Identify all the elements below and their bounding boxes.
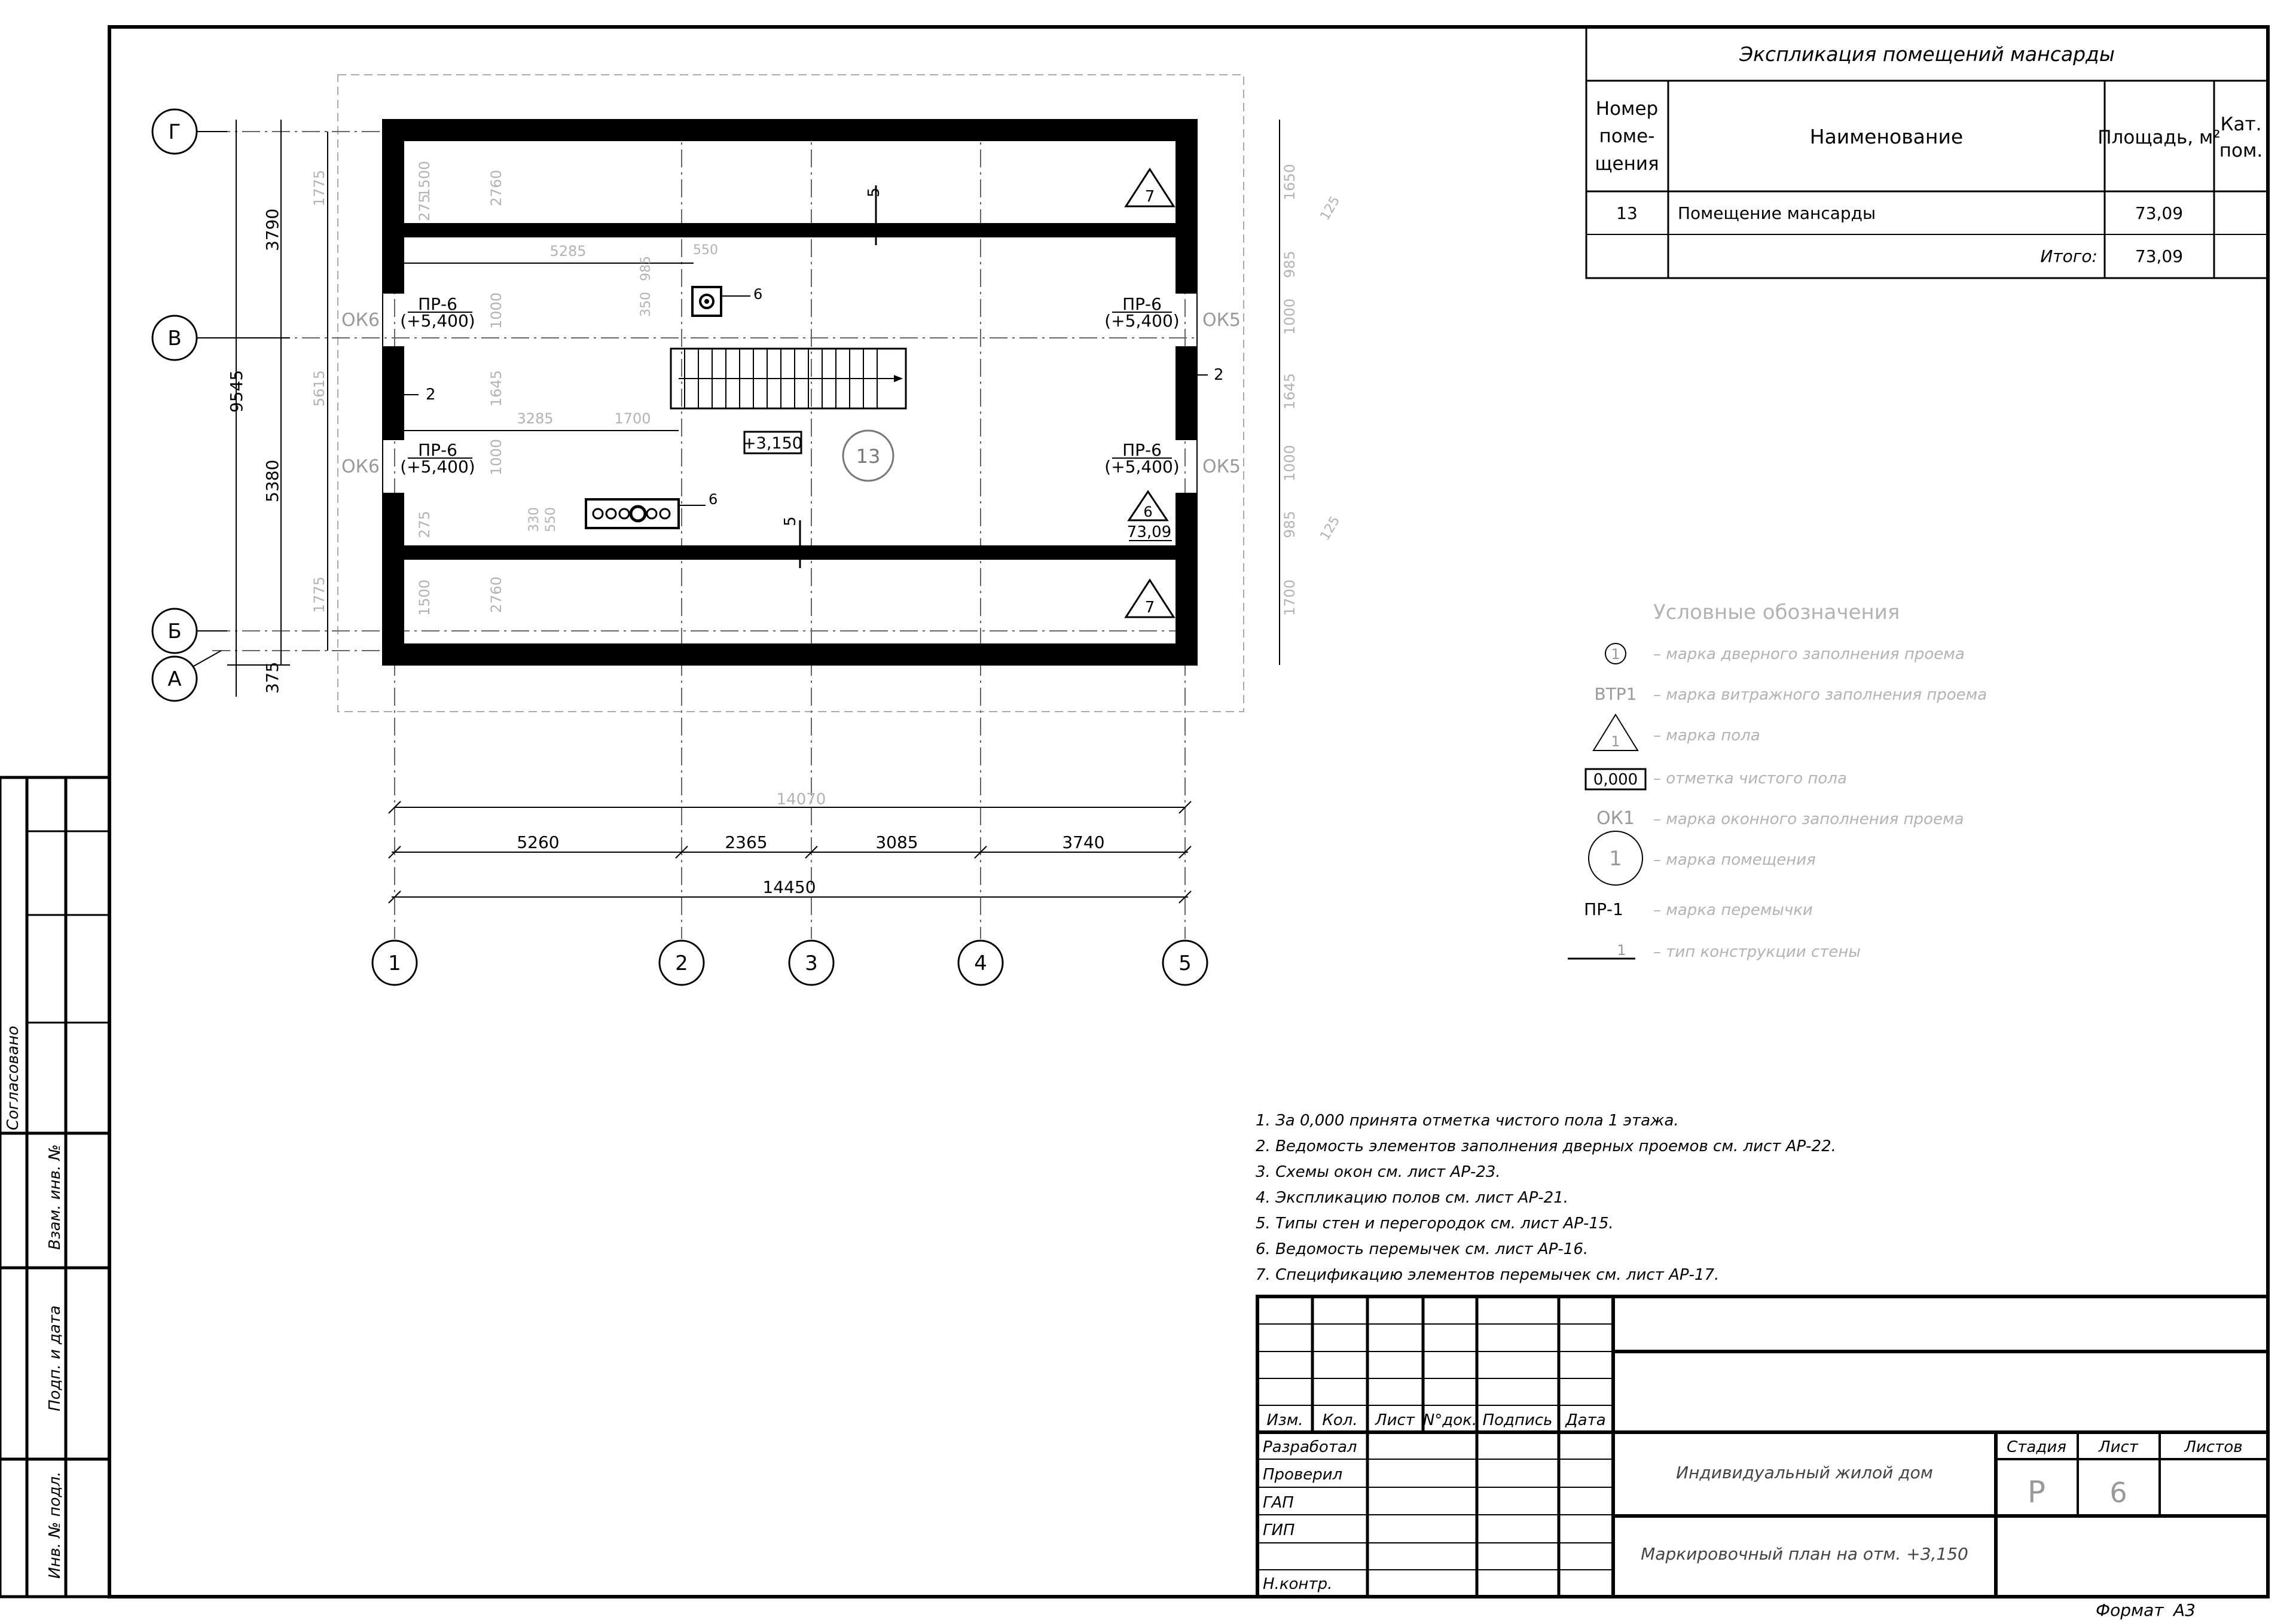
header-category-1: Кат. — [2220, 114, 2262, 135]
floor-plan — [152, 75, 1343, 985]
wall-type-left: 2 — [426, 386, 436, 404]
svg-text:2760: 2760 — [488, 169, 505, 206]
level-mark: +3,150 — [743, 434, 802, 453]
svg-text:1000: 1000 — [488, 292, 505, 329]
svg-text:6: 6 — [1143, 504, 1153, 520]
row-area: 73,09 — [2135, 203, 2184, 223]
svg-text:ОК6: ОК6 — [341, 310, 380, 331]
tb-stage-value: Р — [2027, 1475, 2046, 1509]
svg-text:– марка дверного заполнения пр: – марка дверного заполнения проема — [1653, 645, 1965, 663]
svg-text:985: 985 — [639, 256, 654, 281]
tb-role-ncontr: Н.контр. — [1263, 1575, 1333, 1593]
explication-table — [1586, 27, 2268, 278]
legend — [1568, 600, 1987, 961]
roof-mark-bottom: 5 — [781, 516, 799, 526]
svg-text:1: 1 — [1611, 733, 1620, 750]
svg-text:(+5,400): (+5,400) — [400, 457, 475, 477]
svg-text:1775: 1775 — [311, 169, 328, 206]
dim-total-outer: 14450 — [762, 877, 816, 897]
tb-stage-label: Стадия — [2007, 1438, 2066, 1456]
svg-text:ОК1: ОК1 — [1596, 808, 1635, 829]
svg-text:– марка пола: – марка пола — [1653, 727, 1760, 745]
svg-text:ПР-6: ПР-6 — [418, 294, 457, 314]
svg-text:(+5,400): (+5,400) — [1104, 311, 1180, 331]
svg-text:1500: 1500 — [416, 160, 433, 197]
bottom-dims — [389, 791, 1191, 903]
svg-text:– тип конструкции стены: – тип конструкции стены — [1653, 943, 1861, 961]
axis-row-G: Г — [168, 120, 181, 144]
tb-col-kol: Кол. — [1322, 1411, 1358, 1429]
header-category-2: пом. — [2219, 140, 2263, 161]
svg-text:1: 1 — [1609, 847, 1622, 871]
svg-text:5615: 5615 — [311, 370, 328, 407]
stove-mark: 6 — [709, 491, 718, 508]
svg-text:985: 985 — [1281, 511, 1298, 538]
legend-title: Условные обозначения — [1653, 600, 1900, 624]
dim-left-total: 9545 — [227, 370, 246, 413]
explication-title: Экспликация помещений мансарды — [1739, 42, 2115, 66]
axis-col-5: 5 — [1178, 951, 1192, 975]
room-area-mark: 73,09 — [1126, 523, 1172, 541]
tb-role-gap: ГАП — [1263, 1494, 1294, 1512]
svg-text:330: 330 — [527, 507, 542, 532]
svg-text:275: 275 — [416, 511, 433, 538]
stamp-agreed: Согласовано — [4, 1026, 22, 1130]
roof-mark-top: 5 — [865, 187, 883, 197]
dim-left-3: 375 — [262, 661, 282, 694]
svg-text:ОК5: ОК5 — [1202, 456, 1241, 477]
svg-text:7: 7 — [1144, 188, 1155, 206]
axis-col-3: 3 — [805, 951, 818, 975]
header-area: Площадь, м² — [2097, 127, 2221, 148]
header-number-1: Номер — [1595, 98, 1659, 120]
svg-text:– отметка чистого пола: – отметка чистого пола — [1653, 770, 1847, 788]
svg-text:– марка помещения: – марка помещения — [1653, 851, 1816, 869]
tb-col-izm: Изм. — [1266, 1411, 1303, 1429]
dim-bottom-1: 5260 — [517, 832, 560, 852]
title-block — [1257, 1296, 2268, 1597]
svg-text:(+5,400): (+5,400) — [1104, 457, 1180, 477]
dim-bottom-4: 3740 — [1062, 832, 1105, 852]
axis-row-bubbles — [152, 109, 227, 701]
axis-col-bubbles — [373, 941, 1207, 985]
tb-col-list: Лист — [1375, 1411, 1415, 1429]
svg-text:1775: 1775 — [311, 576, 328, 613]
stamp-sign-date: Подп. и дата — [46, 1305, 64, 1411]
tb-role-dev: Разработал — [1263, 1438, 1357, 1456]
roof-outline — [338, 75, 1244, 712]
axis-col-1: 1 — [388, 951, 401, 975]
svg-text:– марка оконного заполнения пр: – марка оконного заполнения проема — [1653, 810, 1964, 828]
svg-text:2. Ведомость элементов заполне: 2. Ведомость элементов заполнения дверных проемов см. лист АР-22. — [1256, 1137, 1836, 1155]
svg-text:275: 275 — [416, 194, 433, 221]
svg-text:3. Схемы окон см. лист АР-23.: 3. Схемы окон см. лист АР-23. — [1256, 1163, 1501, 1181]
side-stamp — [0, 777, 109, 1597]
svg-text:1645: 1645 — [488, 370, 505, 407]
header-number-3: щения — [1595, 153, 1659, 175]
stamp-inv-replace: Взам. инв. № — [46, 1144, 64, 1250]
svg-text:125: 125 — [1317, 194, 1344, 223]
chimney-mark: 6 — [753, 286, 763, 303]
floor-mark-top — [1126, 169, 1174, 206]
tb-col-sign: Подпись — [1482, 1411, 1553, 1429]
format-label: Формат — [2096, 1600, 2164, 1620]
stairs — [671, 349, 906, 408]
dim-bottom-2: 2365 — [725, 832, 768, 852]
svg-text:7: 7 — [1144, 599, 1155, 617]
left-dims — [227, 120, 328, 697]
svg-text:ПР-6: ПР-6 — [1122, 294, 1162, 314]
svg-text:550: 550 — [693, 243, 718, 258]
tb-col-doc: N°док. — [1422, 1411, 1477, 1429]
svg-text:1: 1 — [1611, 646, 1620, 663]
axis-row-A: А — [167, 667, 182, 691]
svg-text:1700: 1700 — [1281, 579, 1298, 616]
wall-type-right: 2 — [1214, 366, 1224, 384]
svg-text:ПР-1: ПР-1 — [1584, 899, 1623, 919]
svg-text:2760: 2760 — [488, 576, 505, 613]
svg-text:1. За 0,000 принята отметка чи: 1. За 0,000 принята отметка чистого пола 1 этажа. — [1256, 1112, 1679, 1130]
axis-col-2: 2 — [675, 951, 688, 975]
svg-text:350: 350 — [639, 292, 654, 317]
svg-text:(+5,400): (+5,400) — [400, 311, 475, 331]
svg-text:4. Экспликацию полов см. лист: 4. Экспликацию полов см. лист АР-21. — [1256, 1189, 1568, 1207]
dim-left-2: 5380 — [262, 459, 282, 502]
tb-sheet-value: 6 — [2109, 1476, 2127, 1509]
svg-text:1000: 1000 — [1281, 444, 1298, 481]
tb-col-date: Дата — [1565, 1411, 1606, 1429]
svg-text:0,000: 0,000 — [1593, 771, 1638, 789]
svg-text:1000: 1000 — [488, 438, 505, 475]
format-value: А3 — [2173, 1600, 2196, 1620]
dim-bottom-3: 3085 — [875, 832, 918, 852]
svg-text:125: 125 — [1317, 514, 1344, 543]
svg-text:1645: 1645 — [1281, 373, 1298, 410]
floor-mark-room — [1127, 492, 1172, 541]
svg-text:ОК6: ОК6 — [341, 456, 380, 477]
tb-role-gip: ГИП — [1263, 1521, 1295, 1539]
total-area: 73,09 — [2135, 246, 2184, 266]
tb-sheet-title: Маркировочный план на отм. +3,150 — [1641, 1544, 1968, 1564]
stove — [586, 491, 718, 528]
svg-text:3285: 3285 — [517, 410, 554, 427]
svg-text:1650: 1650 — [1281, 163, 1298, 200]
svg-text:550: 550 — [544, 507, 558, 532]
svg-text:1500: 1500 — [416, 579, 433, 616]
dim-left-1: 3790 — [262, 208, 282, 251]
row-number: 13 — [1616, 203, 1638, 223]
svg-text:ПР-6: ПР-6 — [1122, 440, 1162, 460]
svg-text:– марка перемычки: – марка перемычки — [1653, 901, 1813, 919]
stamp-inv-orig: Инв. № подл. — [46, 1471, 64, 1579]
svg-text:ПР-6: ПР-6 — [418, 440, 457, 460]
svg-text:5. Типы стен и перегородок см.: 5. Типы стен и перегородок см. лист АР-15. — [1256, 1215, 1614, 1232]
header-name: Наименование — [1809, 125, 1964, 148]
chimney — [692, 286, 762, 316]
floor-mark-bottom — [1126, 580, 1174, 617]
svg-text:7. Спецификацию элементов пере: 7. Спецификацию элементов перемычек см. лист АР-17. — [1256, 1266, 1720, 1284]
svg-text:ОК5: ОК5 — [1202, 310, 1241, 331]
svg-text:985: 985 — [1281, 251, 1298, 278]
axis-row-V: В — [167, 327, 182, 350]
row-name: Помещение мансарды — [1678, 203, 1876, 223]
svg-text:1000: 1000 — [1281, 298, 1298, 335]
svg-text:1: 1 — [1617, 942, 1626, 959]
svg-text:ВТР1: ВТР1 — [1594, 684, 1637, 704]
dim-total-inner: 14070 — [776, 791, 826, 809]
tb-sheets-label: Листов — [2184, 1438, 2243, 1456]
svg-text:– марка витражного заполнения: – марка витражного заполнения проема — [1653, 686, 1987, 704]
tb-role-check: Проверил — [1263, 1466, 1343, 1484]
axis-row-B: Б — [167, 620, 182, 643]
total-label: Итого: — [2040, 246, 2097, 266]
svg-text:1700: 1700 — [614, 410, 651, 427]
right-dims — [1280, 120, 1343, 665]
svg-text:6. Ведомость перемычек см. лис: 6. Ведомость перемычек см. лист АР-16. — [1256, 1240, 1589, 1258]
walls — [383, 120, 1197, 665]
axis-col-4: 4 — [974, 951, 987, 975]
room-marker: 13 — [856, 445, 881, 468]
header-number-2: поме- — [1599, 126, 1655, 147]
tb-object-name: Индивидуальный жилой дом — [1676, 1463, 1933, 1482]
svg-text:5285: 5285 — [549, 243, 587, 260]
tb-sheet-label: Лист — [2099, 1438, 2138, 1456]
notes — [1256, 1112, 1836, 1284]
